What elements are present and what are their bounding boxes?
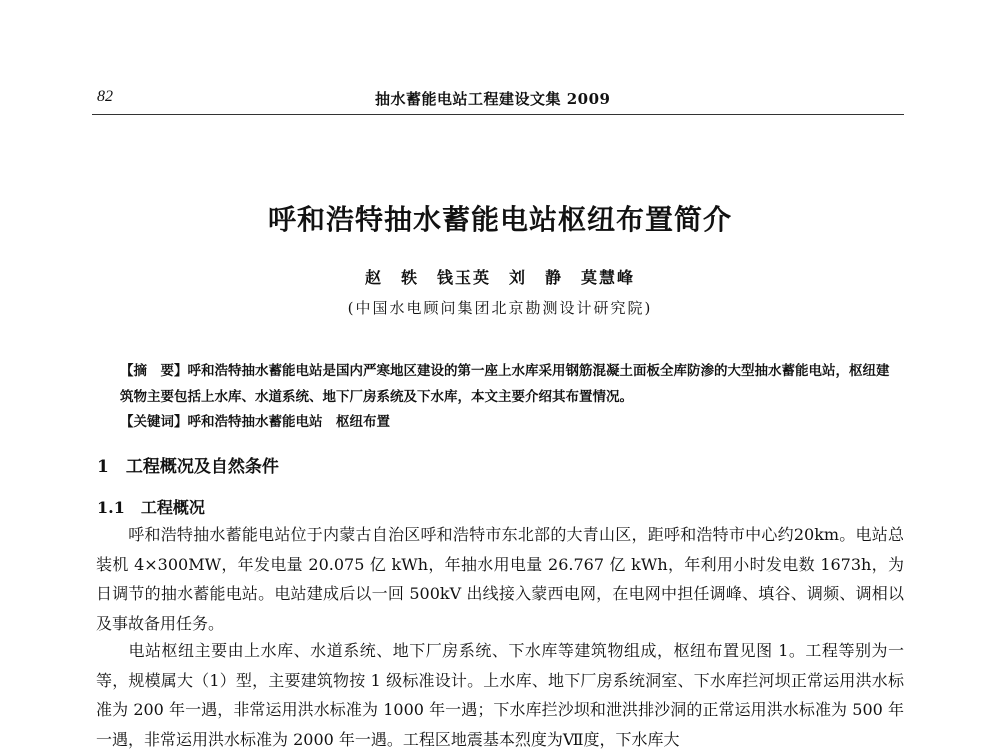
paragraph-1-text: 呼和浩特抽水蓄能电站位于内蒙古自治区呼和浩特市东北部的大青山区，距呼和浩特市中心约20km。电站总装机 4×300MW，年发电量 20.075 亿 kWh，年抽水用电量 26.767 亿 kWh，年利用小时发电数 1673h，为日调节的抽水蓄能电站。电站建成后以一回 500kV 出线接入蒙西电网，在电网中担任调峰、填谷、调频、调相以及事故备用任务。: [96, 525, 904, 633]
header-rule: [92, 114, 904, 115]
abstract-label: 【摘 要】: [120, 363, 188, 379]
section-heading: 1 工程概况及自然条件: [97, 457, 279, 477]
page-number: 82: [97, 88, 113, 105]
abstract-text: 呼和浩特抽水蓄能电站是国内严寒地区建设的第一座上水库采用钢筋混凝土面板全库防渗的大型抽水蓄能电站，枢纽建筑物主要包括上水库、水道系统、地下厂房系统及下水库，本文主要介绍其布置情况。: [120, 363, 890, 405]
running-title: 抽水蓄能电站工程建设文集 2009: [375, 90, 611, 108]
authors: 赵 轶 钱玉英 刘 静 莫慧峰: [364, 268, 635, 287]
abstract: [120, 358, 890, 410]
keywords-label: 【关键词】: [120, 414, 188, 430]
affiliation: (中国水电顾问集团北京勘测设计研究院): [347, 299, 653, 317]
paragraph-2-text: 电站枢纽主要由上水库、水道系统、地下厂房系统、下水库等建筑物组成，枢纽布置见图 1。工程等别为一等，规模属大（1）型，主要建筑物按 1 级标准设计。上水库、地下厂房系统洞室、下水库拦河坝正常运用洪水标准为 200 年一遇，非常运用洪水标准为 1000 年一遇；下水库拦沙坝和泄洪排沙洞的正常运用洪水标准为 500 年一遇，非常运用洪水标准为 2000 年一遇。工程区地震基本烈度为Ⅶ度，下水库大: [96, 641, 904, 749]
subsection-heading: 1.1 工程概况: [97, 498, 205, 517]
keywords-text: 呼和浩特抽水蓄能电站 枢纽布置: [187, 414, 390, 430]
body-paragraph-2: [96, 636, 904, 754]
body-paragraph-1: [96, 520, 904, 638]
keywords: [120, 410, 390, 430]
article-title: 呼和浩特抽水蓄能电站枢纽布置简介: [267, 203, 732, 236]
